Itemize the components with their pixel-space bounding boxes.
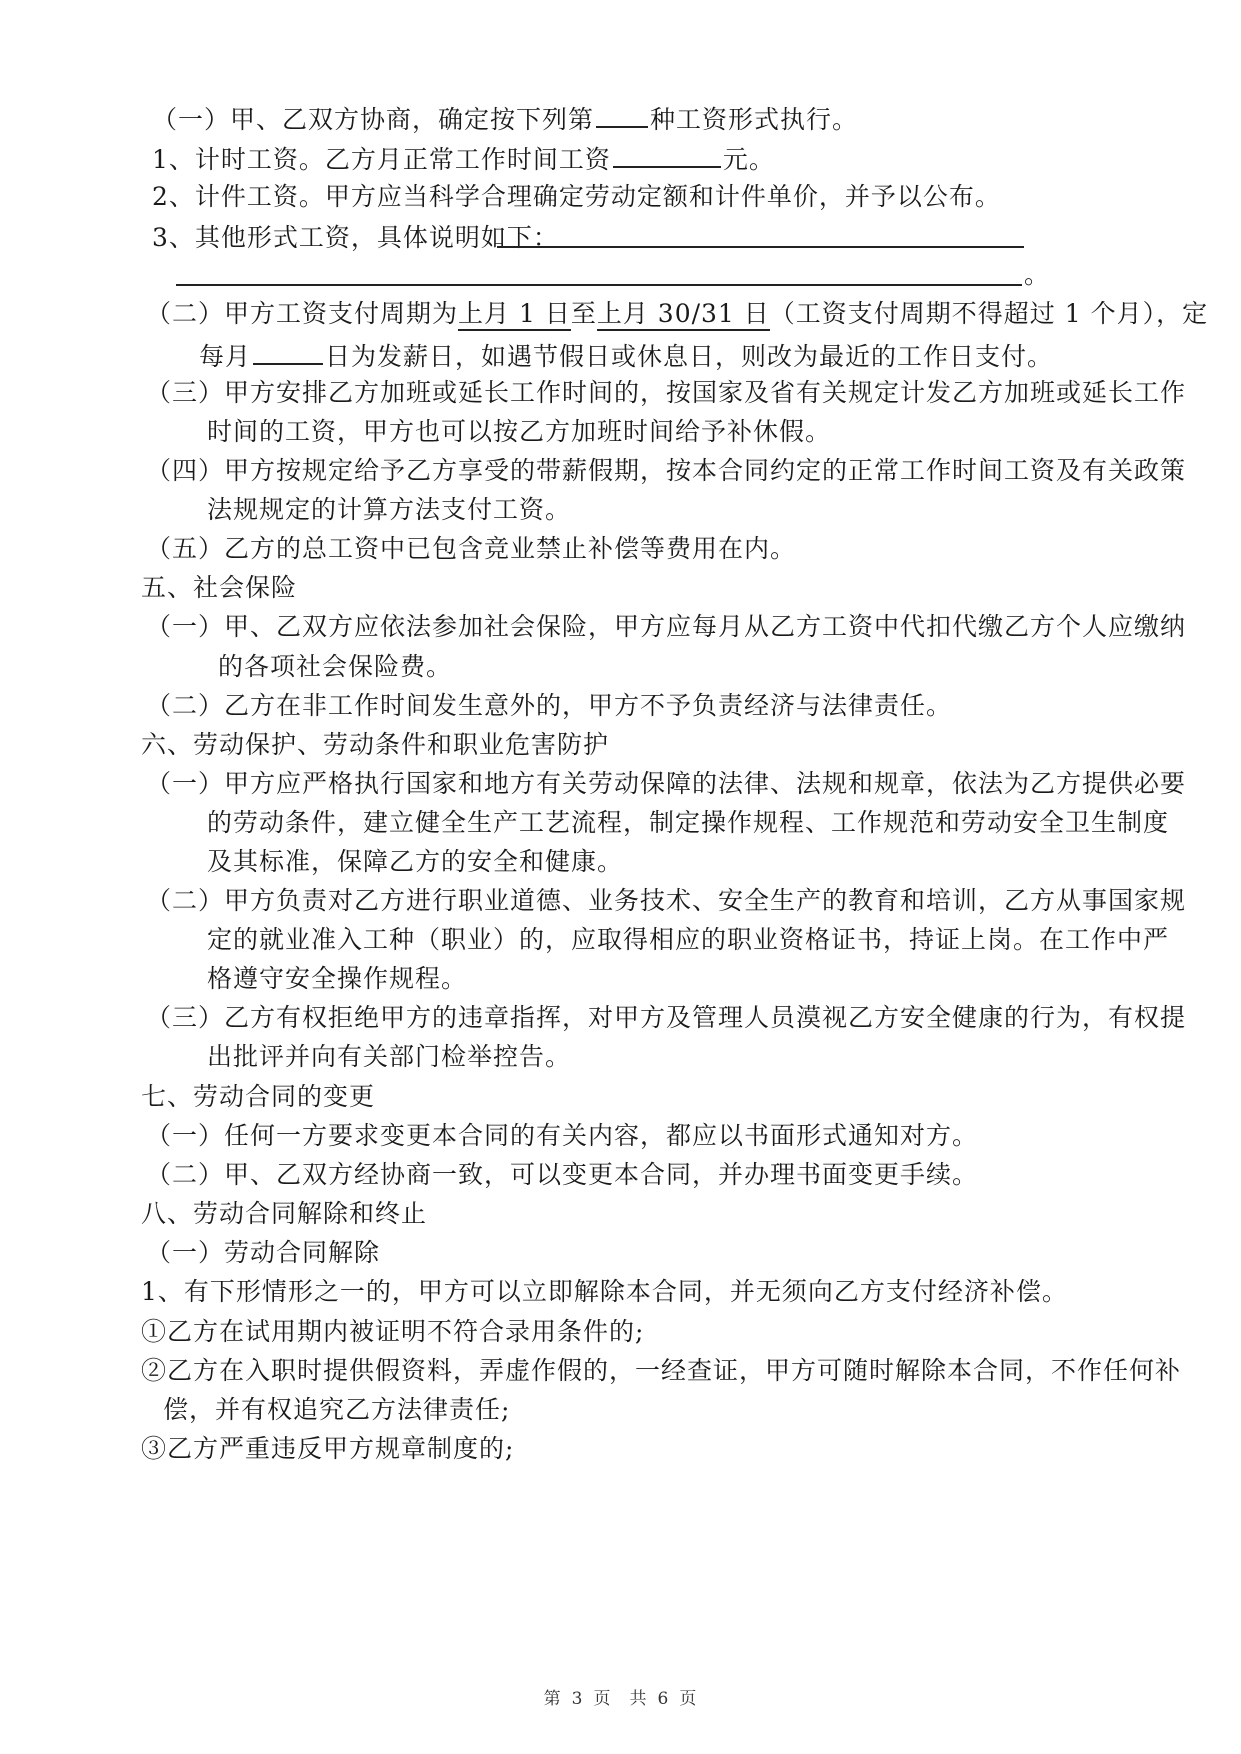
- text: 至: [570, 299, 597, 328]
- clause-line: 的各项社会保险费。: [218, 652, 453, 681]
- blank-rule: [176, 284, 1022, 286]
- clause-line: （一）甲、乙双方应依法参加社会保险，甲方应每月从乙方工资中代扣代缴乙方个人应缴纳: [146, 612, 1187, 641]
- text: （工资支付周期不得超过 1 个月），定: [769, 299, 1209, 328]
- clause-line: （三）乙方有权拒绝甲方的违章指挥，对甲方及管理人员漠视乙方安全健康的行为，有权提: [146, 1003, 1187, 1032]
- page-total: 6: [657, 1689, 670, 1709]
- pay-cycle-line: [146, 297, 1208, 331]
- piece-wage-line: 2、计件工资。甲方应当科学合理确定劳动定额和计件单价，并予以公布。: [152, 182, 1001, 211]
- text: （一）甲、乙双方协商，确定按下列第: [152, 105, 595, 134]
- blank-field: [596, 100, 648, 128]
- subsection-heading: （一）劳动合同解除: [146, 1238, 381, 1267]
- text: 种工资形式执行。: [650, 105, 859, 134]
- footer-text: 第: [543, 1689, 562, 1709]
- text: 每月: [199, 342, 252, 371]
- text: 1、计时工资。乙方月正常工作时间工资: [152, 145, 611, 174]
- clause-line: 时间的工资，甲方也可以按乙方加班时间给予补休假。: [207, 417, 832, 446]
- clause-line: （一）任何一方要求变更本合同的有关内容，都应以书面形式通知对方。: [146, 1121, 979, 1150]
- clause-line: （四）甲方按规定给予乙方享受的带薪假期，按本合同约定的正常工作时间工资及有关政策: [146, 456, 1187, 485]
- section-heading: 七、劳动合同的变更: [141, 1082, 376, 1111]
- payday-line: [199, 337, 1053, 374]
- cycle-start: 上月 1 日: [458, 299, 571, 331]
- clause-line: （二）乙方在非工作时间发生意外的，甲方不予负责经济与法律责任。: [146, 691, 953, 720]
- section-heading: 八、劳动合同解除和终止: [141, 1199, 428, 1228]
- section-heading: 五、社会保险: [141, 573, 298, 602]
- clause-line: 偿，并有权追究乙方法律责任;: [163, 1395, 511, 1424]
- clause-line: （一）甲方应严格执行国家和地方有关劳动保障的法律、法规和规章，依法为乙方提供必要: [146, 769, 1187, 798]
- clause-line: ①乙方在试用期内被证明不符合录用条件的;: [141, 1317, 645, 1346]
- blank-field: [613, 140, 721, 168]
- text: （二）甲方工资支付周期为: [146, 299, 459, 328]
- clause-line: 出批评并向有关部门检举控告。: [207, 1042, 572, 1071]
- clause-line: ③乙方严重违反甲方规章制度的;: [141, 1434, 515, 1463]
- page-footer: [0, 1684, 1241, 1709]
- text: 元。: [722, 145, 775, 174]
- clause-line: 格遵守安全操作规程。: [207, 964, 468, 993]
- clause-line: 定的就业准入工种（职业）的，应取得相应的职业资格证书，持证上岗。在工作中严: [207, 925, 1170, 954]
- clause-line: 法规规定的计算方法支付工资。: [207, 495, 572, 524]
- blank-field: [253, 337, 323, 365]
- clause-line: 及其标准，保障乙方的安全和健康。: [207, 847, 624, 876]
- footer-text: 页: [679, 1689, 698, 1709]
- clause-line: （五）乙方的总工资中已包含竞业禁止补偿等费用在内。: [146, 534, 797, 563]
- clause-line: （三）甲方安排乙方加班或延长工作时间的，按国家及省有关规定计发乙方加班或延长工作: [146, 378, 1187, 407]
- blank-rule: [497, 246, 1024, 248]
- hourly-wage-line: [152, 140, 775, 177]
- clause-line: （二）甲方负责对乙方进行职业道德、业务技术、安全生产的教育和培训，乙方从事国家规: [146, 886, 1187, 915]
- clause-line: 的劳动条件，建立健全生产工艺流程，制定操作规程、工作规范和劳动安全卫生制度: [207, 808, 1170, 837]
- cycle-end: 上月 30/31 日: [597, 299, 770, 331]
- text: 日为发薪日，如遇节假日或休息日，则改为最近的工作日支付。: [325, 342, 1054, 371]
- section-heading: 六、劳动保护、劳动条件和职业危害防护: [141, 730, 610, 759]
- wage-form-line: [152, 100, 858, 137]
- clause-line: （二）甲、乙双方经协商一致，可以变更本合同，并办理书面变更手续。: [146, 1160, 979, 1189]
- footer-text: 页 共: [593, 1689, 648, 1709]
- clause-line: ②乙方在入职时提供假资料，弄虚作假的，一经查证，甲方可随时解除本合同，不作任何补: [141, 1356, 1182, 1385]
- page-number: 3: [571, 1689, 584, 1709]
- text: 。: [1024, 260, 1051, 289]
- other-wage-line: 3、其他形式工资，具体说明如下：: [152, 223, 559, 252]
- clause-line: 1、有下形情形之一的，甲方可以立即解除本合同，并无须向乙方支付经济补偿。: [141, 1277, 1068, 1306]
